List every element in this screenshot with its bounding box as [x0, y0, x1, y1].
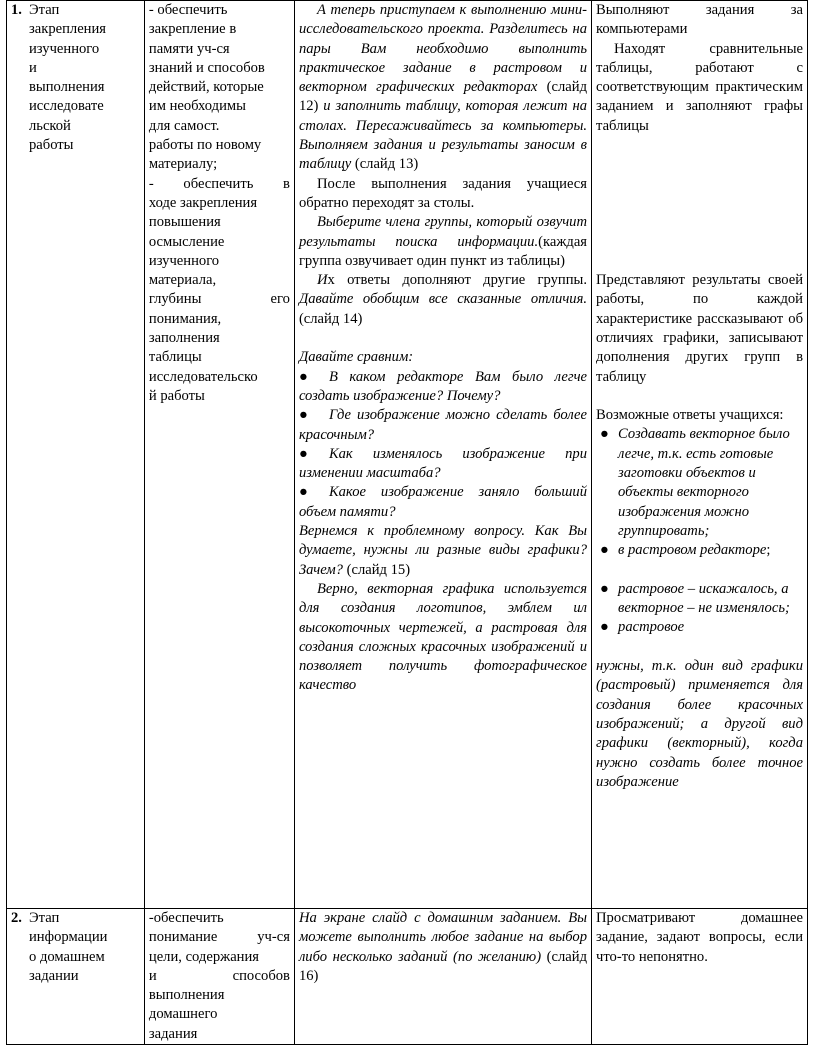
- lesson-plan-table: [6, 0, 808, 1045]
- teacher-text: После выполнения задания учащиеся обратно переходят за столы.: [298, 175, 588, 211]
- teacher-text: На экране слайд с домашним заданием. Вы можете выполнить любое задание на выбор либо несколько заданий (по желанию): [298, 910, 588, 965]
- slide-ref: (слайд 16): [298, 948, 588, 984]
- goal-line: понимания,: [148, 310, 222, 327]
- goals-cell: [144, 1, 294, 909]
- stage-line: исследовате: [29, 98, 104, 115]
- bullet-icon: ●: [600, 542, 609, 559]
- stage-line: задании: [29, 967, 79, 984]
- stage-cell: [7, 1, 145, 909]
- students-text: Возможные ответы учащихся:: [596, 407, 784, 424]
- bullet-icon: ●: [298, 407, 308, 424]
- goal-line: закрепление в: [148, 21, 237, 38]
- stage-line: Этап: [29, 2, 60, 18]
- stage-line: изученного: [29, 40, 100, 57]
- goal-line: памяти уч-ся: [148, 40, 230, 57]
- goal-line: заполнения: [148, 330, 220, 347]
- students-text: Выполняют задания за компьютерами: [596, 2, 803, 38]
- bullet-icon: ●: [298, 368, 308, 385]
- stage-name: [29, 909, 131, 986]
- stage-line: о домашнем: [29, 948, 105, 965]
- stage-line: информации: [29, 929, 108, 946]
- list-item: ● Какое изображение заняло больший объем памяти?: [298, 484, 588, 520]
- list-item: ● в растровом редакторе;: [596, 541, 803, 560]
- bullet-icon: ●: [298, 484, 308, 501]
- stage-line: закрепления: [29, 21, 107, 38]
- slide-ref: (слайд 12): [298, 79, 588, 115]
- teacher-text: Давайте обобщим все сказанные отличия.: [298, 291, 588, 308]
- students-text: Просматривают домашнее задание, задают вопросы, если что-то непонятно.: [596, 910, 803, 965]
- slide-ref: (слайд 15): [346, 561, 411, 578]
- goal-line: цели, содержания: [148, 948, 260, 965]
- goal-line: материала,: [148, 272, 217, 289]
- stage-line: льской: [29, 117, 71, 134]
- stage-line: Этап: [29, 910, 60, 926]
- goal-line: глубины его: [148, 291, 290, 308]
- row-number: 1.: [11, 2, 22, 18]
- list-item: ● растровое: [596, 618, 803, 637]
- teacher-activity-cell: [294, 1, 591, 909]
- goal-line: таблицы: [148, 349, 202, 366]
- goal-line: ходе закрепления: [148, 194, 258, 211]
- stage-line: и: [29, 59, 37, 76]
- teacher-text: Выберите члена группы, который озвучит результаты поиска информации.: [298, 214, 588, 250]
- goal-line: знаний и способов: [148, 59, 265, 76]
- teacher-text: И: [316, 272, 328, 289]
- row-number: 2.: [11, 910, 22, 926]
- teacher-text: (каждая группа озвучивает один пункт из таблицы): [298, 233, 588, 269]
- goal-line: действий, которые: [148, 79, 264, 96]
- teacher-text: Верно, векторная графика используется для создания логотипов, эмблем ил высокоточных чертежей, а растровая для создания сложных красочных изображений и позволяет получить фотографическое качество: [298, 580, 588, 694]
- compare-heading: Давайте сравним:: [298, 349, 414, 366]
- table-row: [7, 909, 808, 1045]
- students-activity-cell: [592, 909, 808, 1045]
- students-text: нужны, т.к. один вид графики (растровый) применяется для создания более красочных изображений; а другой вид графики (векторный), когда нужно создать более точное изображение: [596, 658, 803, 790]
- goal-line: повышения: [148, 214, 221, 231]
- list-item: ● Как изменялось изображение при изменении масштаба?: [298, 445, 588, 482]
- list-item: ● растровое – искажалось, а векторное – не изменялось;: [600, 580, 790, 617]
- slide-ref: (слайд 13): [354, 156, 419, 173]
- teacher-text: Вернемся к проблемному вопросу. Как Вы думаете, нужны ли разные виды графики? Зачем?: [298, 523, 588, 578]
- goal-line: материалу;: [148, 156, 218, 173]
- goal-line: - обеспечить: [148, 2, 228, 18]
- students-text: Находят сравнительные таблицы, работают с соответствующим практическим заданием и заполняют графы таблицы: [596, 40, 803, 134]
- stage-name: [29, 1, 131, 155]
- list-item: ● Создавать векторное было легче, т.к. есть готовые заготовки объектов и объекты векторного изображения можно группировать;: [600, 426, 790, 539]
- goal-line: для самост.: [148, 117, 220, 134]
- goal-line: работы по новому: [148, 137, 262, 154]
- goal-line: выполнения: [148, 987, 225, 1004]
- goal-line: задания: [148, 1025, 198, 1042]
- goal-line: и способов: [148, 967, 290, 984]
- goal-line: - обеспечить в: [148, 175, 290, 192]
- students-activity-cell: [592, 1, 808, 909]
- list-item: ● Где изображение можно сделать более красочным?: [298, 407, 588, 443]
- goal-line: им необходимы: [148, 98, 246, 115]
- slide-ref: (слайд 14): [298, 310, 363, 327]
- goal-line: й работы: [148, 387, 205, 404]
- stage-cell: [7, 909, 145, 1045]
- stage-line: выполнения: [29, 79, 105, 96]
- table-row: [7, 1, 808, 909]
- goal-line: домашнего: [148, 1006, 218, 1023]
- bullet-icon: ●: [600, 619, 609, 636]
- teacher-text: и заполнить таблицу, которая лежит на столах. Пересаживайтесь за компьютеры. Выполняем задания и результаты заносим в таблицу: [298, 98, 588, 173]
- bullet-icon: ●: [298, 445, 308, 462]
- goal-line: изученного: [148, 252, 220, 269]
- goals-cell: [144, 909, 294, 1045]
- students-text: Представляют результаты своей работы, по каждой характеристике рассказывают об отличиях графики, записывают дополнения других групп в таблицу: [596, 272, 803, 385]
- teacher-text: А теперь приступаем к выполнению мини-исследовательского проекта. Разделитесь на пары Вам необходимо выполнить практическое задание в растровом и векторном графических редакторах: [298, 2, 588, 96]
- bullet-icon: ●: [600, 426, 609, 443]
- teacher-activity-cell: [294, 909, 591, 1045]
- goal-line: исследовательско: [148, 368, 258, 385]
- list-item: ● В каком редакторе Вам было легче создать изображение? Почему?: [298, 368, 588, 404]
- goal-line: осмысление: [148, 233, 225, 250]
- stage-line: работы: [29, 137, 74, 154]
- goal-line: понимание уч-ся: [148, 929, 290, 946]
- goal-line: -обеспечить: [148, 910, 224, 926]
- teacher-text: х ответы дополняют другие группы.: [327, 272, 588, 289]
- bullet-icon: ●: [600, 580, 609, 597]
